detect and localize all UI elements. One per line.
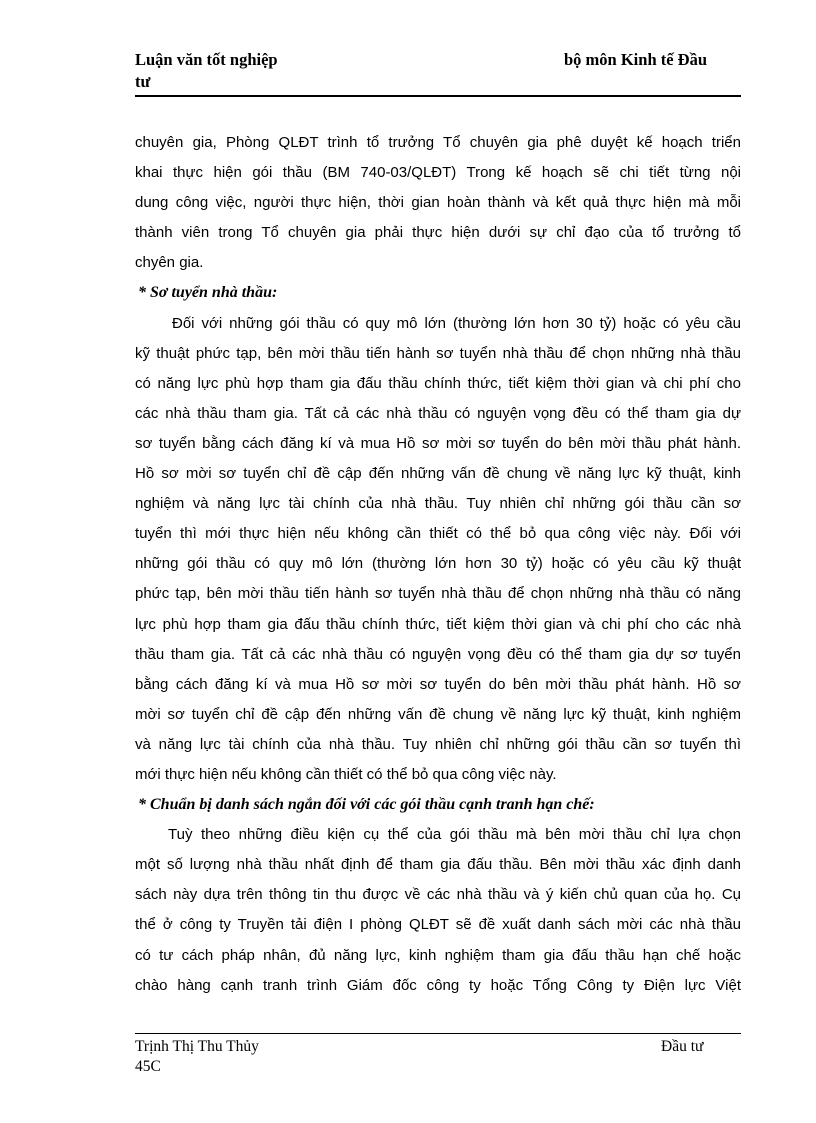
- text-line: thành viên trong Tổ chuyên gia phải thực hiện dưới sự chỉ đạo của tổ trưởng tổ: [135, 224, 741, 242]
- paragraph-shortlist: [135, 820, 741, 1001]
- text-line: chyên gia.: [135, 254, 204, 272]
- text-line: sơ tuyển bằng cách đăng kí và mua Hồ sơ mời sơ tuyển do bên mời thầu phát hành.: [135, 434, 741, 452]
- footer-author: [135, 1037, 335, 1077]
- text-line: nghiệm và năng lực tài chính của nhà thầu. Tuy nhiên chỉ những gói thầu cần sơ: [135, 495, 741, 513]
- footer-author-name: Trịnh Thị Thu Thủy: [135, 1038, 259, 1055]
- text-line: dung công việc, người thực hiện, thời gian hoàn thành và kết quả thực hiện mà mỗi: [135, 194, 741, 212]
- document-body: [135, 128, 741, 1001]
- text-line: Đối với những gói thầu có quy mô lớn (thường lớn hơn 30 tỷ) hoặc có yêu cầu: [172, 314, 741, 332]
- paragraph-prequalification: [135, 309, 741, 791]
- header-department: bộ môn Kinh tế Đầu: [564, 50, 708, 69]
- text-line: thể ở công ty Truyền tải điện I phòng QLĐT sẽ đề xuất danh sách mời các nhà thầu: [135, 916, 741, 934]
- text-line: mới thực hiện nếu không cần thiết có thể bỏ qua công việc này.: [135, 765, 557, 783]
- text-line: chào hàng cạnh tranh trình Giám đốc công ty hoặc Tổng Công ty Điện lực Việt: [135, 976, 741, 994]
- text-line: có năng lực phù hợp tham gia đấu thầu chính thức, tiết kiệm thời gian và chi phí cho: [135, 374, 741, 392]
- paragraph-expert-plan: [135, 128, 741, 278]
- text-line: Tuỳ theo những điều kiện cụ thể của gói thầu mà bên mời thầu chỉ lựa chọn: [168, 826, 741, 844]
- text-line: bằng cách đăng kí và mua Hồ sơ mời sơ tuyển do bên mời thầu phát hành. Hồ sơ: [135, 675, 741, 693]
- text-line: và năng lực tài chính của nhà thầu. Tuy nhiên chỉ những gói thầu cần sơ tuyển thì: [135, 735, 741, 753]
- footer-major: Đầu tư: [661, 1038, 704, 1055]
- text-line: có tư cách pháp nhân, đủ năng lực, kinh nghiệm tham gia đấu thầu hạn chế hoặc: [135, 946, 741, 964]
- text-line: thầu tham gia. Tất cả các nhà thầu có nguyện vọng đều có thể tham gia dự sơ tuyển: [135, 645, 741, 663]
- text-line: Hồ sơ mời sơ tuyển chỉ đề cập đến những vấn đề chung về năng lực kỹ thuật, kinh: [135, 465, 741, 483]
- text-line: tuyển thì mới thực hiện nếu không cần thiết có thể bỏ qua công việc này. Đối với: [135, 525, 741, 543]
- footer-class-code: 45C: [135, 1058, 161, 1075]
- section-heading-prequalification: * Sơ tuyển nhà thầu:: [138, 284, 278, 302]
- header-title-line-1: Luận văn tốt nghiệp: [135, 50, 278, 69]
- text-line: một số lượng nhà thầu nhất định để tham gia đấu thầu. Bên mời thầu xác định danh: [135, 856, 741, 874]
- text-line: mời sơ tuyển chỉ đề cập đến những vấn đề chung về năng lực kỹ thuật, kinh nghiệm: [135, 705, 741, 723]
- section-heading-shortlist: * Chuẩn bị danh sách ngắn đối với các gói thầu cạnh tranh hạn chế:: [138, 796, 595, 814]
- text-line: khai thực hiện gói thầu (BM 740-03/QLĐT) Trong kế hoạch sẽ chi tiết từng nội: [135, 164, 741, 182]
- header-title-line-2: tư: [135, 72, 151, 91]
- page-header: [135, 47, 741, 97]
- header-thesis-title: [135, 49, 325, 93]
- text-line: chuyên gia, Phòng QLĐT trình tổ trưởng Tổ chuyên gia phê duyệt kế hoạch triển: [135, 134, 741, 151]
- page-footer: [135, 1033, 741, 1078]
- text-line: phức tạp, bên mời thầu tiến hành sơ tuyển nhà thầu để chọn những nhà thầu có năng: [135, 585, 741, 603]
- text-line: các nhà thầu tham gia. Tất cả các nhà thầu có nguyện vọng đều có thể tham gia dự: [135, 404, 741, 422]
- text-line: lực phù hợp tham gia đấu thầu chính thức, tiết kiệm thời gian và chi phí cho các nhà: [135, 615, 741, 633]
- text-line: những gói thầu có quy mô lớn (thường lớn hơn 30 tỷ) hoặc có yêu cầu kỹ thuật: [135, 555, 741, 573]
- text-line: kỹ thuật phức tạp, bên mời thầu tiến hành sơ tuyển nhà thầu để chọn những nhà thầu: [135, 344, 741, 362]
- text-line: sách này dựa trên thông tin thu được về các nhà thầu và ý kiến chủ quan của họ. Cụ: [135, 886, 741, 904]
